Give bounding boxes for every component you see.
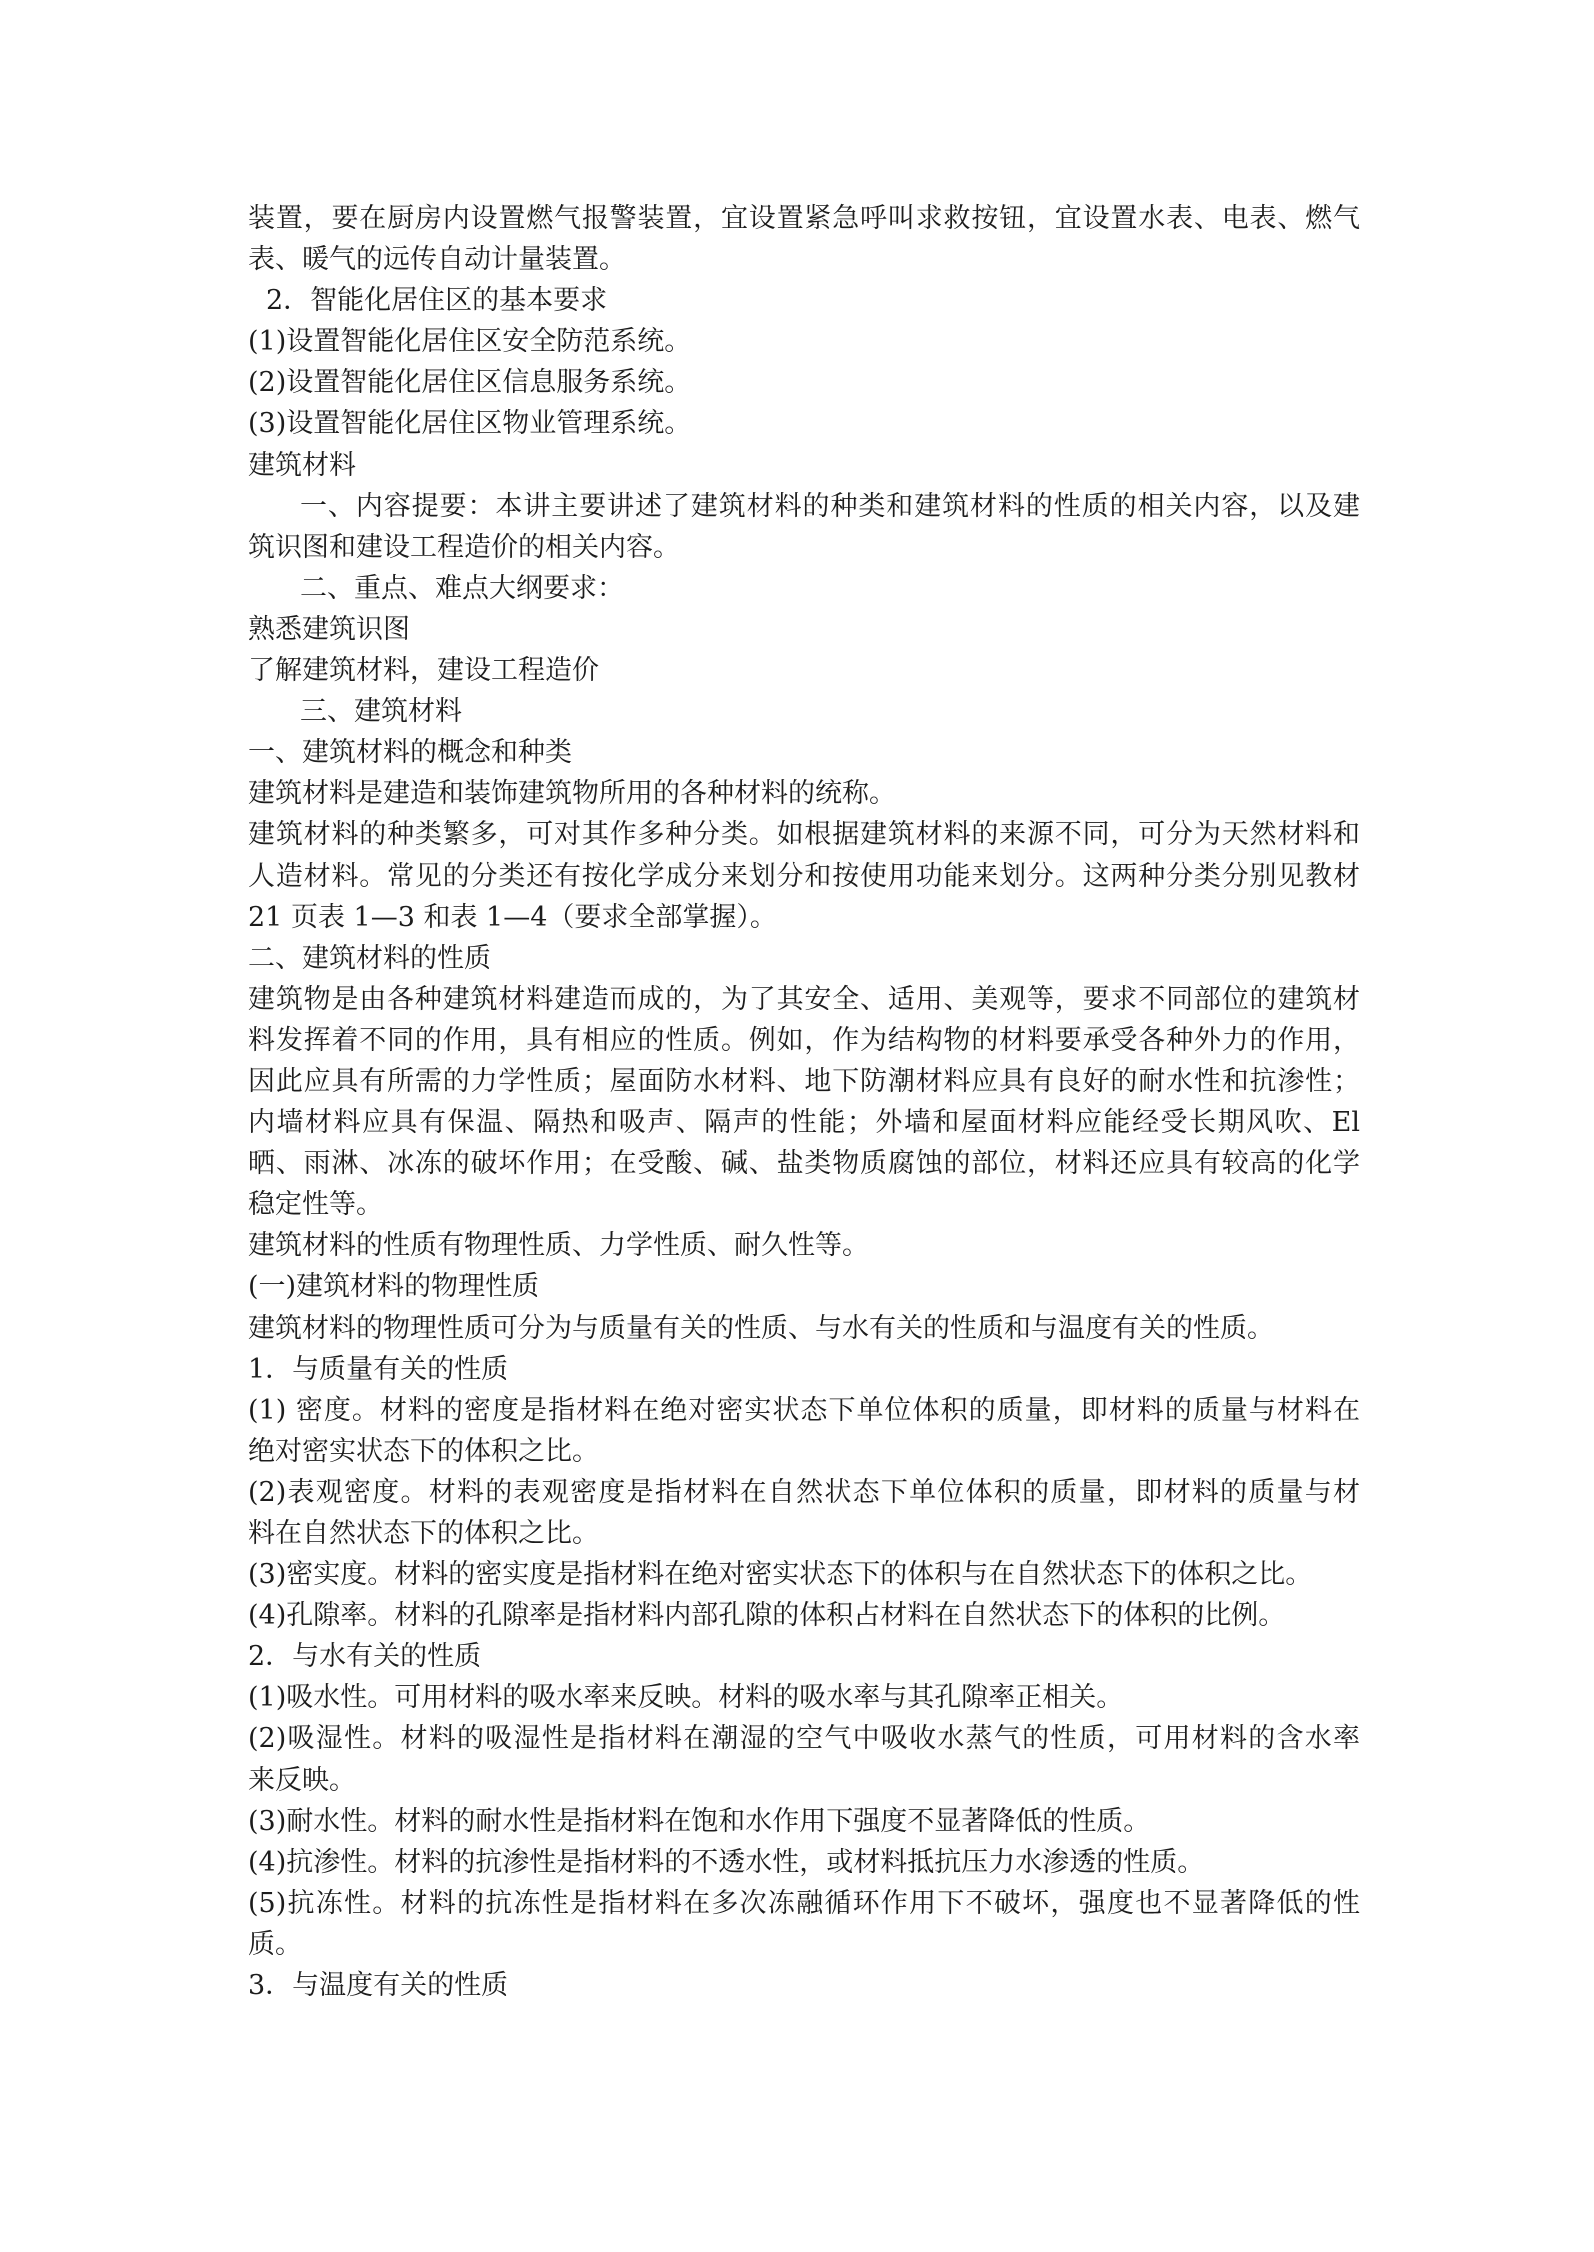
text-line: 质。 <box>248 1928 302 1960</box>
text-line: (3)耐水性。材料的耐水性是指材料在饱和水作用下强度不显著降低的性质。 <box>248 1805 1151 1837</box>
text-line: 了解建筑材料，建设工程造价 <box>248 655 599 687</box>
text-line: 三、建筑材料 <box>300 696 462 728</box>
text-line: (1)设置智能化居住区安全防范系统。 <box>248 326 692 358</box>
document-body <box>248 198 1360 2006</box>
text-line: 建筑材料的物理性质可分为与质量有关的性质、与水有关的性质和与温度有关的性质。 <box>248 1312 1274 1344</box>
text-line: 料在自然状态下的体积之比。 <box>248 1518 599 1549</box>
text-line: (3)密实度。材料的密实度是指材料在绝对密实状态下的体积与在自然状态下的体积之比。 <box>248 1559 1313 1591</box>
text-line: (1)吸水性。可用材料的吸水率来反映。材料的吸水率与其孔隙率正相关。 <box>248 1682 1124 1714</box>
text-line: 建筑材料的种类繁多，可对其作多种分类。如根据建筑材料的来源不同，可分为天然材料和 <box>248 819 1360 851</box>
text-line: 内墙材料应具有保温、隔热和吸声、隔声的性能；外墙和屋面材料应能经受长期风吹、El <box>248 1107 1360 1139</box>
text-line: 建筑材料 <box>248 449 356 481</box>
text-line: 建筑物是由各种建筑材料建造而成的，为了其安全、适用、美观等，要求不同部位的建筑材 <box>248 983 1360 1015</box>
text-line: 21 页表 1—3 和表 1—4（要求全部掌握）。 <box>248 901 777 933</box>
text-line: (5)抗冻性。材料的抗冻性是指材料在多次冻融循环作用下不破坏，强度也不显著降低的性 <box>248 1887 1360 1919</box>
text-line: 绝对密实状态下的体积之比。 <box>248 1435 599 1467</box>
text-line: (一)建筑材料的物理性质 <box>248 1271 540 1303</box>
text-line: 筑识图和建设工程造价的相关内容。 <box>248 531 680 563</box>
text-line: 建筑材料是建造和装饰建筑物所用的各种材料的统称。 <box>248 778 896 810</box>
text-line: 料发挥着不同的作用，具有相应的性质。例如，作为结构物的材料要承受各种外力的作用， <box>248 1024 1360 1056</box>
text-line: (4)孔隙率。材料的孔隙率是指材料内部孔隙的体积占材料在自然状态下的体积的比例。 <box>248 1600 1286 1632</box>
text-line: (2)设置智能化居住区信息服务系统。 <box>248 367 692 399</box>
text-line: 建筑材料的性质有物理性质、力学性质、耐久性等。 <box>248 1230 869 1262</box>
text-line: 一、建筑材料的概念和种类 <box>248 737 572 769</box>
text-line: 来反映。 <box>248 1764 356 1796</box>
text-line: 稳定性等。 <box>248 1189 383 1221</box>
text-line: 因此应具有所需的力学性质；屋面防水材料、地下防潮材料应具有良好的耐水性和抗渗性； <box>248 1065 1360 1097</box>
text-line: 一、内容提要：本讲主要讲述了建筑材料的种类和建筑材料的性质的相关内容，以及建 <box>300 490 1360 522</box>
text-line: 二、重点、难点大纲要求： <box>300 572 624 604</box>
text-line: 晒、雨淋、冰冻的破坏作用；在受酸、碱、盐类物质腐蚀的部位，材料还应具有较高的化学 <box>248 1148 1360 1180</box>
text-line: 装置，要在厨房内设置燃气报警装置，宜设置紧急呼叫求救按钮，宜设置水表、电表、燃气 <box>248 203 1360 234</box>
text-line: 2．与水有关的性质 <box>248 1641 482 1673</box>
text-line: (1) 密度。材料的密度是指材料在绝对密实状态下单位体积的质量，即材料的质量与材料在 <box>248 1394 1360 1426</box>
text-line: 1．与质量有关的性质 <box>248 1353 509 1385</box>
text-line: (2)吸湿性。材料的吸湿性是指材料在潮湿的空气中吸收水蒸气的性质，可用材料的含水率 <box>248 1723 1360 1755</box>
text-line: 熟悉建筑识图 <box>248 613 410 645</box>
text-line: (2)表观密度。材料的表观密度是指材料在自然状态下单位体积的质量，即材料的质量与材 <box>248 1476 1360 1508</box>
text-line: 表、暖气的远传自动计量装置。 <box>248 244 626 276</box>
text-line: 3．与温度有关的性质 <box>248 1970 509 2002</box>
text-line: 2．智能化居住区的基本要求 <box>266 285 608 317</box>
text-line: 二、建筑材料的性质 <box>248 942 491 974</box>
text-line: (3)设置智能化居住区物业管理系统。 <box>248 408 692 440</box>
text-line: 人造材料。常见的分类还有按化学成分来划分和按使用功能来划分。这两种分类分别见教材 <box>248 860 1360 892</box>
text-line: (4)抗渗性。材料的抗渗性是指材料的不透水性，或材料抵抗压力水渗透的性质。 <box>248 1846 1205 1878</box>
